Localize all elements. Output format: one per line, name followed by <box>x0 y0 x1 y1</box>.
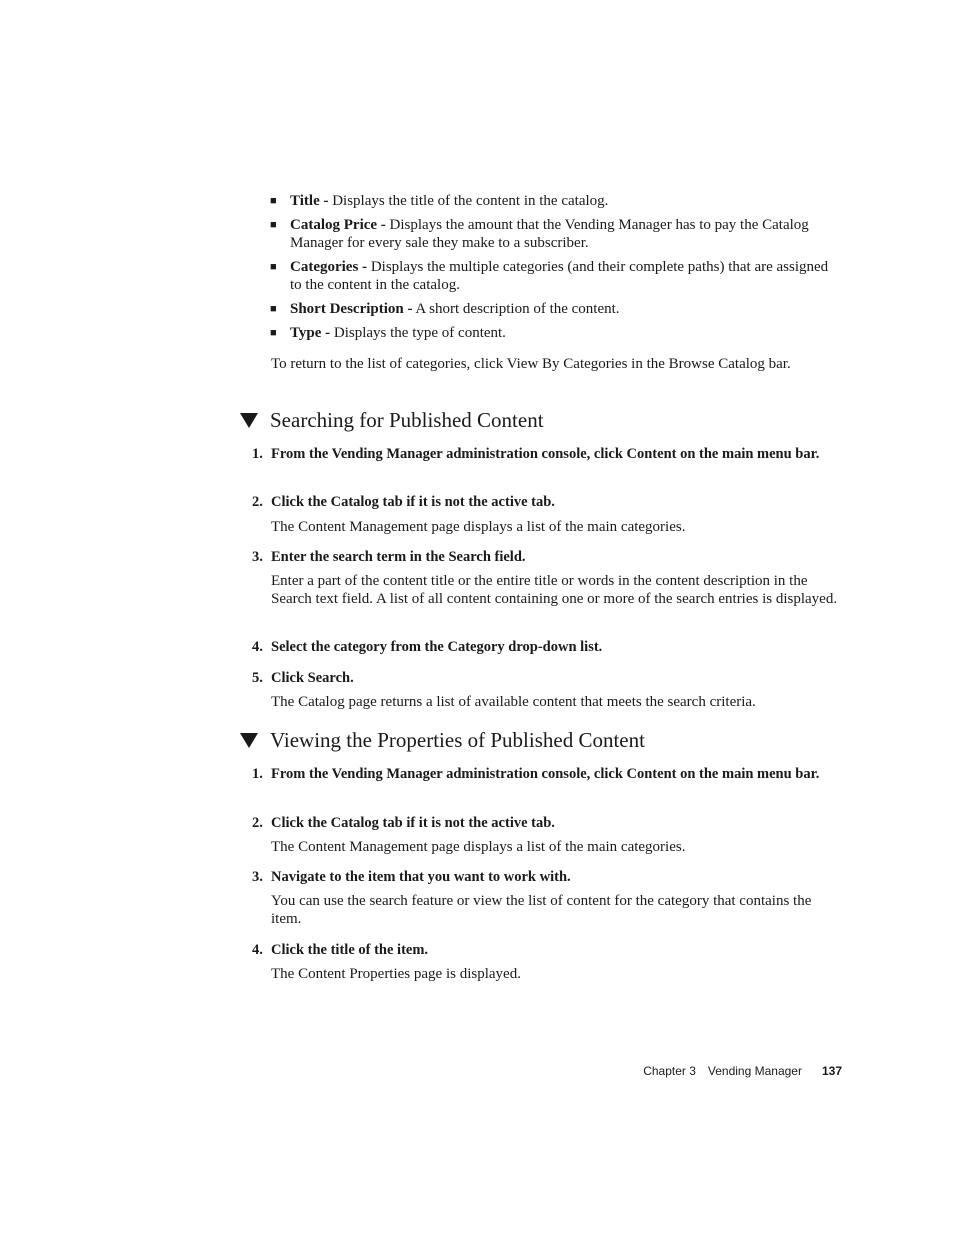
bullet-label: Title - <box>290 193 329 209</box>
step-number: 3. <box>252 869 263 885</box>
section-heading-text: Viewing the Properties of Published Content <box>270 728 645 752</box>
page-footer <box>643 1064 842 1078</box>
page-number: 137 <box>821 1064 842 1078</box>
bullet-item <box>290 216 843 252</box>
bullet-square-icon: ■ <box>270 327 277 339</box>
step-text: Click the Catalog tab if it is not the active tab. <box>271 494 555 510</box>
bullet-square-icon: ■ <box>270 303 277 315</box>
bullet-text: Displays the type of content. <box>330 325 506 341</box>
bullet-text: Displays the amount that the Vending Manager has to pay the Catalog Manager for every sale they make to a subscriber. <box>290 217 809 251</box>
step-number: 1. <box>252 766 263 782</box>
section-heading-text: Searching for Published Content <box>270 408 544 432</box>
bullet-text: A short description of the content. <box>412 301 620 317</box>
step-number: 4. <box>252 639 263 655</box>
step-text: Click the Catalog tab if it is not the active tab. <box>271 815 555 831</box>
bullet-text: Displays the title of the content in the catalog. <box>328 193 609 209</box>
triangle-down-icon <box>240 413 258 428</box>
return-note: To return to the list of categories, click View By Categories in the Browse Catalog bar. <box>271 356 791 372</box>
step-number: 4. <box>252 942 263 958</box>
step-number: 2. <box>252 494 263 510</box>
step-description: The Content Properties page is displayed. <box>271 966 521 982</box>
step-number: 5. <box>252 670 263 686</box>
step-text: From the Vending Manager administration console, click Content on the main menu bar. <box>271 446 820 462</box>
step-number: 1. <box>252 446 263 462</box>
bullet-square-icon: ■ <box>270 219 277 231</box>
bullet-square-icon: ■ <box>270 261 277 273</box>
section-heading <box>240 727 645 753</box>
step-text: Select the category from the Category drop-down list. <box>271 639 603 655</box>
footer-title: Vending Manager <box>707 1064 802 1078</box>
bullet-item <box>290 324 843 342</box>
step-text: Enter the search term in the Search field. <box>271 549 526 565</box>
bullet-label: Categories - <box>290 259 368 275</box>
bullet-label: Catalog Price - <box>290 217 386 233</box>
step-description: The Catalog page returns a list of available content that meets the search criteria. <box>271 694 756 710</box>
bullet-label: Short Description - <box>290 301 413 317</box>
bullet-label: Type - <box>290 325 331 341</box>
bullet-item <box>290 192 843 210</box>
bullet-square-icon: ■ <box>270 195 277 207</box>
step-text: Click Search. <box>271 670 354 686</box>
triangle-down-icon <box>240 733 258 748</box>
step-number: 2. <box>252 815 263 831</box>
bullet-item <box>290 300 843 318</box>
section-heading <box>240 407 544 433</box>
step-text: From the Vending Manager administration console, click Content on the main menu bar. <box>271 766 820 782</box>
step-description: The Content Management page displays a list of the main categories. <box>271 839 686 855</box>
step-description: You can use the search feature or view the list of content for the category that contains the item. <box>271 893 812 927</box>
footer-chapter: Chapter 3 <box>643 1064 696 1078</box>
step-description: Enter a part of the content title or the entire title or words in the content description in the Search text field. A list of all content containing one or more of the search entries is displayed. <box>271 573 838 607</box>
step-text: Navigate to the item that you want to work with. <box>271 869 571 885</box>
step-text: Click the title of the item. <box>271 942 429 958</box>
bullet-item <box>290 258 843 294</box>
step-number: 3. <box>252 549 263 565</box>
step-description: The Content Management page displays a list of the main categories. <box>271 519 686 535</box>
bullet-text: Displays the multiple categories (and their complete paths) that are assigned to the content in the catalog. <box>290 259 829 293</box>
